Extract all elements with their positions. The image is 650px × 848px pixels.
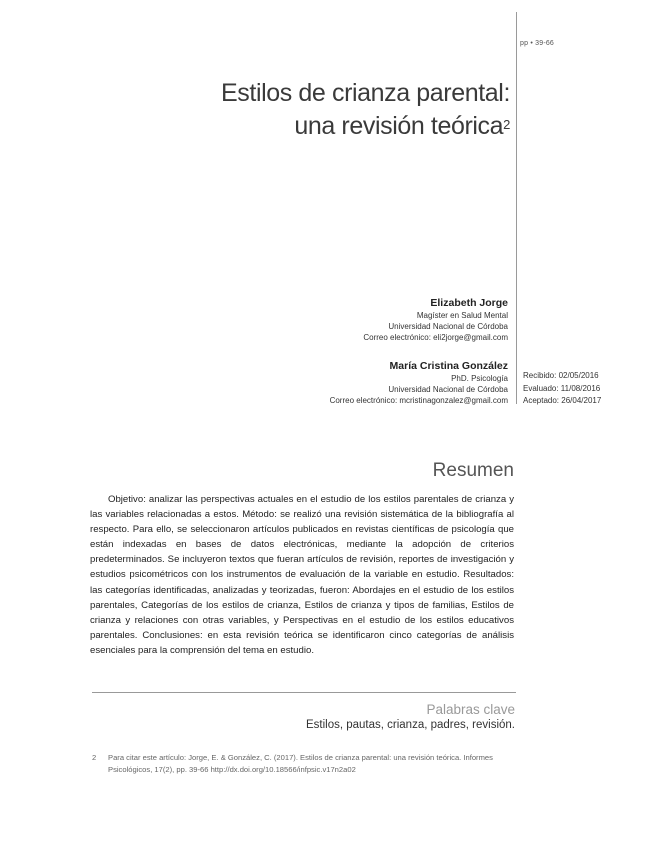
author-degree: PhD. Psicología — [451, 374, 508, 383]
title-line-1: Estilos de crianza parental: — [221, 78, 510, 107]
author-1 — [363, 296, 508, 343]
author-name: Elizabeth Jorge — [430, 297, 508, 309]
article-title — [221, 77, 510, 143]
keywords-divider — [92, 692, 516, 693]
footnote-text: Para citar este artículo: Jorge, E. & González, C. (2017). Estilos de crianza parental: una revisión teórica. Informes Psicológicos, 17(2), pp. 39-66 http://dx.doi.org/10.18566/infpsic.v17n2a02 — [108, 753, 493, 774]
date-received: Recibido: 02/05/2016 — [523, 371, 599, 380]
keywords-heading: Palabras clave — [426, 702, 515, 717]
keywords-list: Estilos, pautas, crianza, padres, revisión. — [305, 719, 515, 731]
author-institution: Universidad Nacional de Córdoba — [388, 322, 508, 331]
footnote-ref[interactable]: 2 — [503, 116, 510, 132]
author-degree: Magíster en Salud Mental — [416, 311, 508, 320]
author-name: María Cristina González — [389, 360, 508, 372]
footnote — [92, 752, 522, 775]
abstract-heading: Resumen — [432, 460, 514, 481]
title-line-2: una revisión teórica — [294, 111, 504, 140]
date-evaluated: Evaluado: 11/08/2016 — [523, 383, 601, 393]
author-institution: Universidad Nacional de Córdoba — [388, 385, 508, 394]
author-2 — [330, 359, 508, 406]
author-email: Correo electrónico: eli2jorge@gmail.com — [363, 333, 508, 342]
author-email: Correo electrónico: mcristinagonzalez@gmail.com — [329, 396, 508, 405]
article-dates — [523, 370, 601, 408]
page-range: pp • 39-66 — [520, 40, 555, 47]
vertical-divider — [516, 12, 517, 404]
footnote-number: 2 — [92, 753, 97, 762]
date-accepted: Aceptado: 26/04/2017 — [523, 396, 602, 405]
abstract-text: Objetivo: analizar las perspectivas actuales en el estudio de los estilos parentales de crianza y las variables relacionadas a estos. Método: se realizó una revisión sistemática de la bibliografía al respecto. Para ello, se seleccionaron artículos publicados en revistas científicas de psicología que están indexadas en bases de datos electrónicas, mediante la adopción de criterios predeterminados. Se incluyeron textos que fueran artículos de revisión, reportes de investigación y estudios psicométricos con los instrumentos de evaluación de la variable en estudio. Resultados: las categorías identificadas, analizadas y teorizadas, fueron: Abordajes en el estudio de los estilos parentales, Categorías de los estilos de crianza, Estilos de crianza y tipos de familias, Estilos de crianza y relaciones con otras variables, y Perspectivas en el estudio de los estilos educativos parentales. Conclusiones: en esta revisión teórica se identificaron cinco categorías de análisis esenciales para la comprensión del tema en estudio. — [90, 494, 514, 656]
